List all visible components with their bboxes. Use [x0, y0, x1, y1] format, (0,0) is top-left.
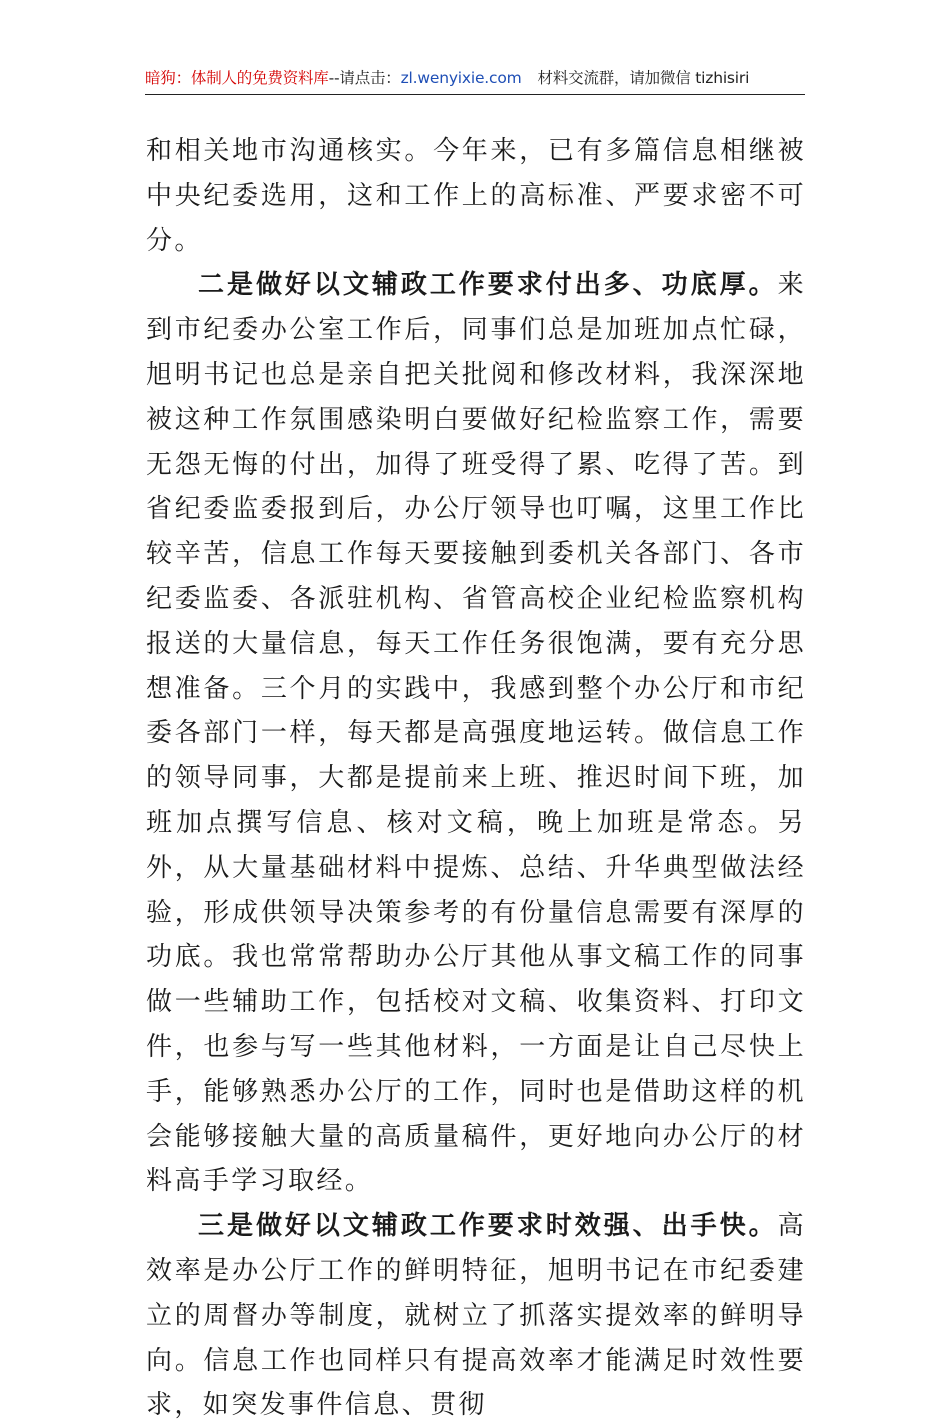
section-three-text: 高效率是办公厅工作的鲜明特征，旭明书记在市纪委建立的周督办等制度，就树立了抓落实提效率的鲜明导向。信息工作也同样只有提高效率才能满足时效性要求，如突发事件信息、贯彻 — [146, 1211, 806, 1421]
paragraph-continuation: 和相关地市沟通核实。今年来，已有多篇信息相继被中央纪委选用，这和工作上的高标准、严要求密不可分。 — [146, 136, 806, 256]
document-body — [146, 129, 806, 1428]
header-prompt: --请点击： — [328, 69, 401, 87]
page-header — [145, 66, 805, 95]
header-url-link[interactable]: zl.wenyixie.com — [400, 69, 522, 87]
header-contact: 材料交流群，请加微信 tizhisiri — [537, 69, 750, 87]
section-three-heading: 三是做好以文辅政工作要求时效强、出手快。 — [198, 1211, 778, 1242]
section-two-heading: 二是做好以文辅政工作要求付出多、功底厚。 — [198, 270, 778, 301]
paragraph-section-three — [146, 1204, 806, 1428]
section-two-text: 来到市纪委办公室工作后，同事们总是加班加点忙碌，旭明书记也总是亲自把关批阅和修改材料，我深深地被这种工作氛围感染明白要做好纪检监察工作，需要无怨无悔的付出，加得了班受得了累、吃得了苦。到省纪委监委报到后，办公厅领导也叮嘱，这里工作比较辛苦，信息工作每天要接触到委机关各部门、各市纪委监委、各派驻机构、省管高校企业纪检监察机构报送的大量信息，每天工作任务很饱满，要有充分思想准备。三个月的实践中，我感到整个办公厅和市纪委各部门一样，每天都是高强度地运转。做信息工作的领导同事，大都是提前来上班、推迟时间下班，加班加点撰写信息、核对文稿，晚上加班是常态。另外，从大量基础材料中提炼、总结、升华典型做法经验，形成供领导决策参考的有份量信息需要有深厚的功底。我也常常帮助办公厅其他从事文稿工作的同事做一些辅助工作，包括校对文稿、收集资料、打印文件，也参与写一些其他材料，一方面是让自己尽快上手，能够熟悉办公厅的工作，同时也是借助这样的机会能够接触大量的高质量稿件，更好地向办公厅的材料高手学习取经。 — [146, 270, 806, 1197]
paragraph-section-two — [146, 263, 806, 1204]
header-brand: 暗狗：体制人的免费资料库 — [145, 69, 329, 87]
